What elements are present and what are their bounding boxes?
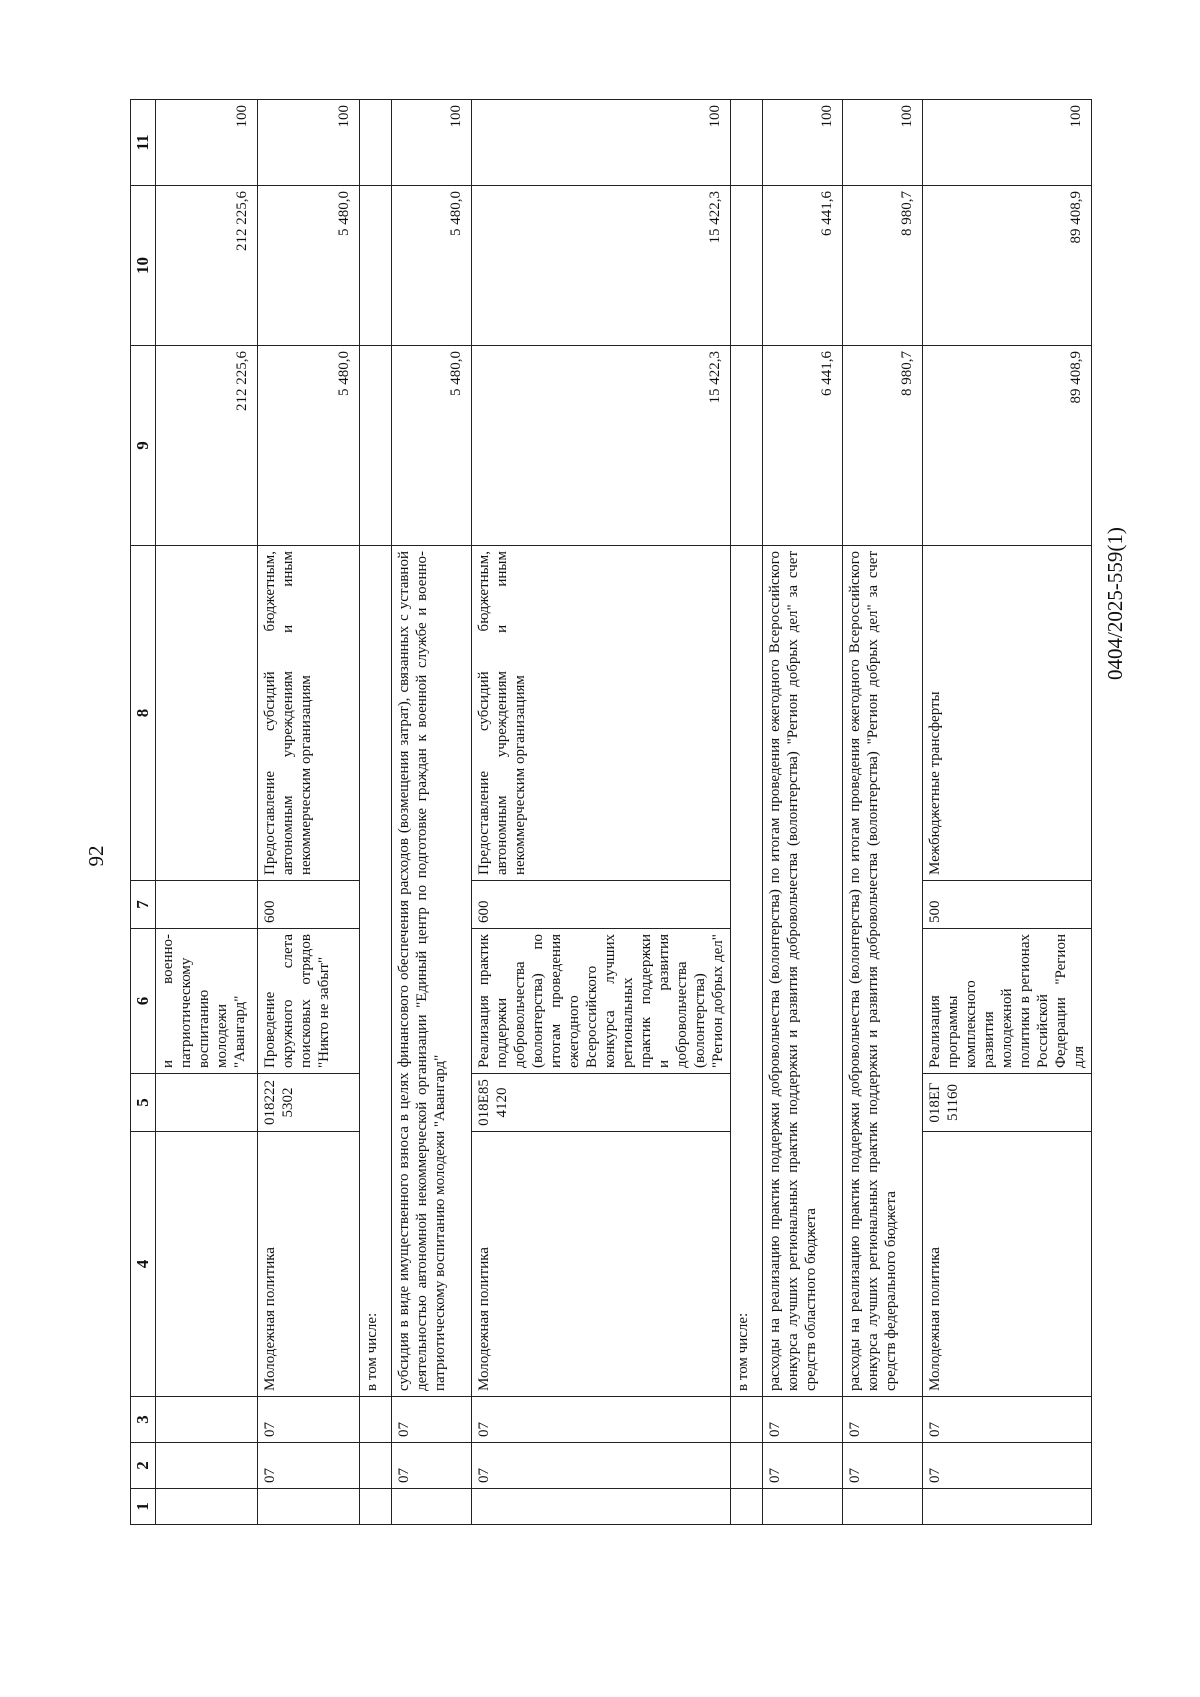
col-header-10: 10 (131, 186, 156, 346)
cell-subsection: 07 (763, 1397, 843, 1443)
cell-name: Молодежная политика (258, 1132, 360, 1397)
cell (360, 346, 392, 546)
cell-amount-fact: 6 441,6 (763, 186, 843, 346)
cell-expense-name: Предоставление субсидий бюджетным, автономным учреждениям и иным некоммерческим организациям (472, 546, 731, 881)
cell-expense-description: расходы на реализацию практик поддержки добровольчества (волонтерства) по итогам проведения ежегодного Всероссийского конкурса лучших региональных практик поддержки и развития добровольчества (волонтерства) "Регион добрых дел" за счет средств федерального бюджета (843, 546, 923, 1397)
cell-percent: 100 (258, 100, 360, 186)
table-row (258, 100, 360, 1525)
cell (731, 1443, 763, 1489)
cell (763, 1489, 843, 1525)
table-row (731, 100, 763, 1525)
cell (156, 1074, 258, 1132)
col-header-4: 4 (131, 1132, 156, 1397)
cell (472, 1489, 731, 1525)
cell (156, 546, 258, 881)
header-row (131, 100, 156, 1525)
cell-amount-fact: 8 980,7 (843, 186, 923, 346)
cell-amount-plan: 6 441,6 (763, 346, 843, 546)
document-code-text: 0404/2025-559(1) (1103, 527, 1127, 680)
col-header-11: 11 (131, 100, 156, 186)
cell (731, 346, 763, 546)
cell-subsection: 07 (472, 1397, 731, 1443)
cell-event-name: Реализация программы комплексного развития молодежной политики в регионах Российской Федерации "Регион для (923, 929, 1092, 1074)
cell-section: 07 (923, 1443, 1092, 1489)
cell-subsection: 07 (392, 1397, 472, 1443)
col-header-8: 8 (131, 546, 156, 881)
cell-amount-plan: 5 480,0 (258, 346, 360, 546)
cell-amount-fact: 89 408,9 (923, 186, 1092, 346)
cell (360, 186, 392, 346)
col-header-3: 3 (131, 1397, 156, 1443)
cell-name: Молодежная политика (472, 1132, 731, 1397)
cell-section: 07 (472, 1443, 731, 1489)
cell-target-article: 018222 5302 (258, 1074, 360, 1132)
col-header-1: 1 (131, 1489, 156, 1525)
cell (156, 1397, 258, 1443)
cell (731, 1397, 763, 1443)
budget-table (130, 99, 1092, 1525)
cell-percent: 100 (472, 100, 731, 186)
col-header-7: 7 (131, 881, 156, 929)
cell-expense-type: 500 (923, 881, 1092, 929)
cell (258, 1489, 360, 1525)
cell-target-article: 018ЕГ 51160 (923, 1074, 1092, 1132)
cell-subsection: 07 (843, 1397, 923, 1443)
cell-expense-type: 600 (258, 881, 360, 929)
cell (360, 1489, 392, 1525)
table-row (843, 100, 923, 1525)
cell-percent: 100 (923, 100, 1092, 186)
document-code (1095, 340, 1135, 680)
cell-section: 07 (392, 1443, 472, 1489)
cell (731, 1489, 763, 1525)
cell-amount-plan: 8 980,7 (843, 346, 923, 546)
cell-event-name: Проведение окружного слета поисковых отрядов "Никто не забыт" (258, 929, 360, 1074)
cell-amount-fact: 212 225,6 (156, 186, 258, 346)
cell (731, 100, 763, 186)
table-row (392, 100, 472, 1525)
table-row (923, 100, 1092, 1525)
table-row (360, 100, 392, 1525)
cell-amount-plan: 15 422,3 (472, 346, 731, 546)
cell (156, 1489, 258, 1525)
cell-including-label: в том числе: (360, 546, 392, 1397)
cell-percent: 100 (156, 100, 258, 186)
cell-section: 07 (763, 1443, 843, 1489)
cell-subsidy-description: субсидия в виде имущественного взноса в целях финансового обеспечения расходов (возмещения затрат), связанных с уставной деятельностью автономной некоммерческой организации "Единый центр по подготовке граждан к военной службе и военно-патриотическому воспитанию молодежи "Авангард" (392, 546, 472, 1397)
cell-name: Молодежная политика (923, 1132, 1092, 1397)
cell-subsection: 07 (923, 1397, 1092, 1443)
cell-amount-plan: 89 408,9 (923, 346, 1092, 546)
cell (360, 1397, 392, 1443)
cell-subsection: 07 (258, 1397, 360, 1443)
cell (156, 881, 258, 929)
table-row (763, 100, 843, 1525)
cell-event-name: и военно-патриотическому воспитанию молодежи "Авангард" (156, 929, 258, 1074)
cell-amount-fact: 15 422,3 (472, 186, 731, 346)
cell-expense-name: Предоставление субсидий бюджетным, автономным учреждениям и иным некоммерческим организациям (258, 546, 360, 881)
cell-amount-plan: 212 225,6 (156, 346, 258, 546)
cell-section: 07 (258, 1443, 360, 1489)
cell-expense-description: расходы на реализацию практик поддержки добровольчества (волонтерства) по итогам проведения ежегодного Всероссийского конкурса лучших региональных практик поддержки и развития добровольчества (волонтерства) "Регион добрых дел" за счет средств областного бюджета (763, 546, 843, 1397)
cell-amount-fact: 5 480,0 (258, 186, 360, 346)
cell (843, 1489, 923, 1525)
table-row (472, 100, 731, 1525)
cell-expense-type: 600 (472, 881, 731, 929)
cell-amount-plan: 5 480,0 (392, 346, 472, 546)
cell-target-article: 018Е85 4120 (472, 1074, 731, 1132)
cell-expense-name: Межбюджетные трансферты (923, 546, 1092, 881)
cell (360, 100, 392, 186)
cell-event-name: Реализация практик поддержки добровольчества (волонтерства) по итогам проведения ежегодного Всероссийского конкурса лучших региональных практик поддержки и развития добровольчества (волонтерства) "Регион добрых дел" (472, 929, 731, 1074)
rotated-table-container (130, 100, 1087, 1525)
table-row (156, 100, 258, 1525)
cell (156, 1132, 258, 1397)
cell-section: 07 (843, 1443, 923, 1489)
col-header-5: 5 (131, 1074, 156, 1132)
cell (392, 1489, 472, 1525)
col-header-2: 2 (131, 1443, 156, 1489)
cell (731, 186, 763, 346)
cell-percent: 100 (392, 100, 472, 186)
cell (156, 1443, 258, 1489)
page-number: 92 (83, 845, 108, 867)
col-header-9: 9 (131, 346, 156, 546)
cell-amount-fact: 5 480,0 (392, 186, 472, 346)
cell (923, 1489, 1092, 1525)
cell (360, 1443, 392, 1489)
cell-percent: 100 (763, 100, 843, 186)
col-header-6: 6 (131, 929, 156, 1074)
cell-percent: 100 (843, 100, 923, 186)
cell-including-label: в том числе: (731, 546, 763, 1397)
